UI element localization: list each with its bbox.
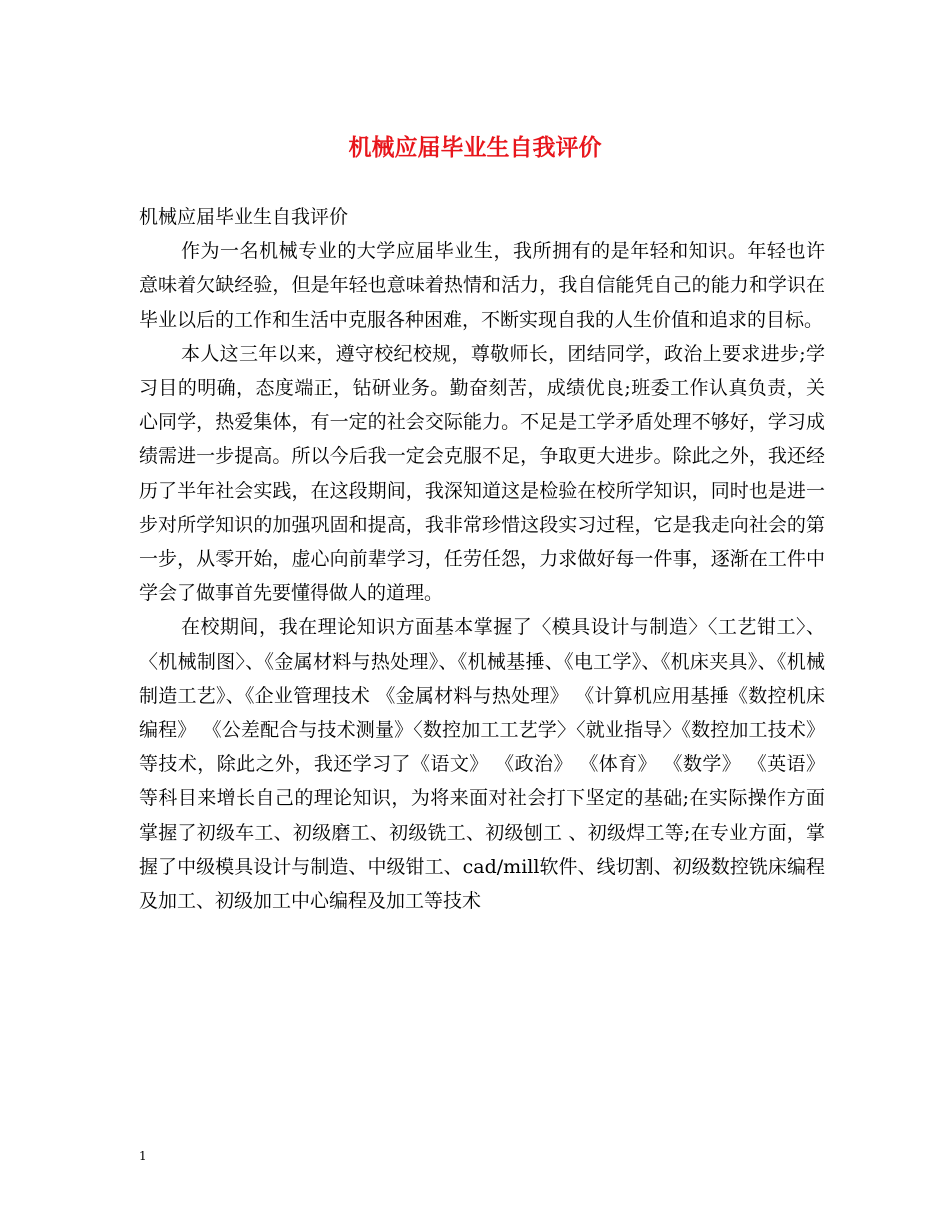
page-number: 1 xyxy=(139,1149,147,1163)
document-body xyxy=(139,200,825,918)
paragraph-intro: 作为一名机械专业的大学应届毕业生，我所拥有的是年轻和知识。年轻也许意味着欠缺经验，但是年轻也意味着热情和活力，我自信能凭自己的能力和学识在毕业以后的工作和生活中克服各种困难，不断实现自我的人生价值和追求的目标。 xyxy=(139,240,825,331)
paragraph-studies: 在校期间，我在理论知识方面基本掌握了〈模具设计与制造〉〈工艺钳工〉、〈机械制图〉、《金属材料与热处理》、《机械基捶、《电工学》、《机床夹具》、《机械制造工艺》、《企业管理技术 《金属材料与热处理》 《计算机应用基捶《数控机床编程》 《公差配合与技术测量》〈数控加工工艺学〉〈就业指导〉《数控加工技术》等技术，除此之外，我还学习了《语文》 《政治》 《体育》 《数学》 《英语》等科目来增长自己的理论知识，为将来面对社会打下坚定的基础;在实际操作方面掌握了初级车工、初级磨工、初级铣工、初级刨工 、初级焊工等;在专业方面，掌握了中级模具设计与制造、中级钳工、cad/mill软件、线切割、初级数控铣床编程及加工、初级加工中心编程及加工等技术 xyxy=(139,616,825,913)
page-title: 机械应届毕业生自我评价 xyxy=(348,135,602,161)
paragraph-conduct: 本人这三年以来，遵守校纪校规，尊敬师长，团结同学，政治上要求进步;学习目的明确，态度端正，钻研业务。勤奋刻苦，成绩优良;班委工作认真负责，关心同学，热爱集体，有一定的社会交际能力。不足是工学矛盾处理不够好，学习成绩需进一步提高。所以今后我一定会克服不足，争取更大进步。除此之外，我还经历了半年社会实践，在这段期间，我深知道这是检验在校所学知识，同时也是进一步对所学知识的加强巩固和提高，我非常珍惜这段实习过程，它是我走向社会的第一步，从零开始，虚心向前辈学习，任劳任怨，力求做好每一件事，逐渐在工件中学会了做事首先要懂得做人的道理。 xyxy=(139,342,825,605)
document-subtitle: 机械应届毕业生自我评价 xyxy=(139,206,349,228)
